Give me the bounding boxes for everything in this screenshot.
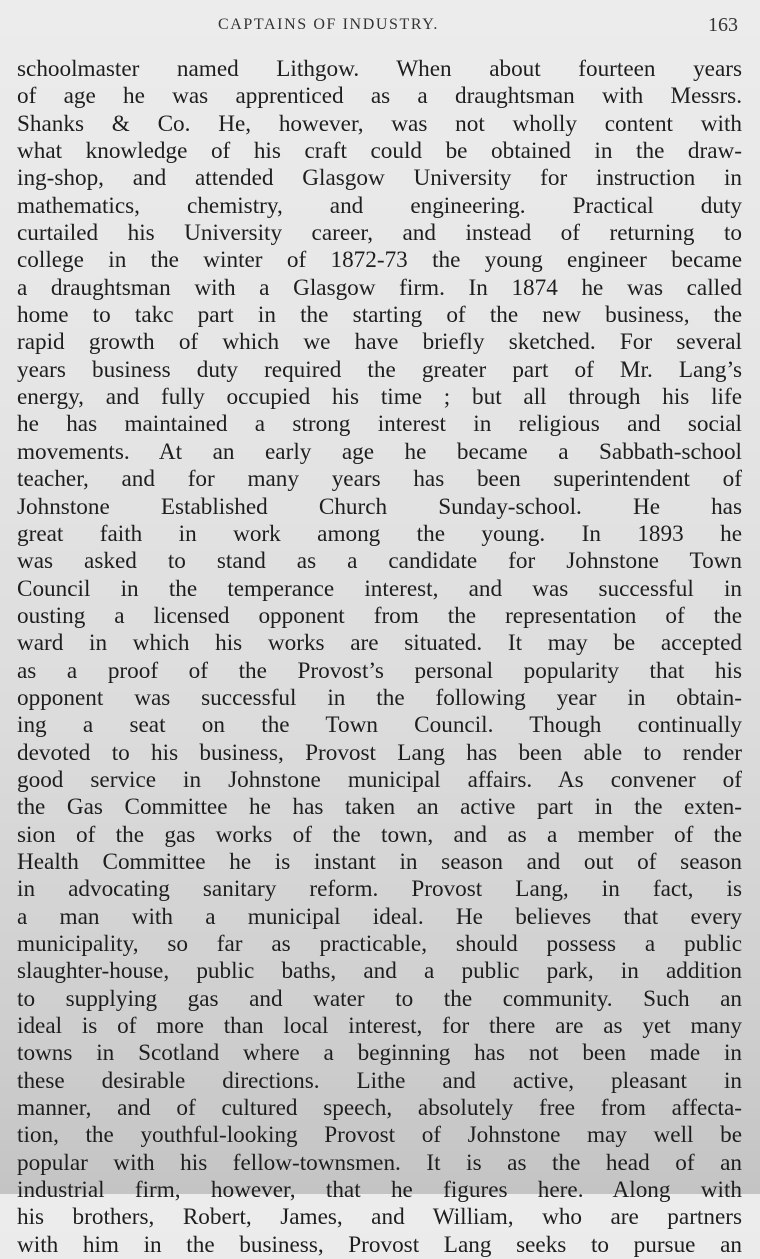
text-line: years business duty required the greater part of Mr. Lang’s — [17, 356, 742, 383]
text-line: ideal is of more than local interest, for there are as yet many — [17, 1013, 742, 1040]
text-line: schoolmaster named Lithgow. When about fourteen years — [17, 56, 742, 82]
text-line: home to takc part in the starting of the new business, the — [17, 302, 742, 329]
text-line: ing a seat on the Town Council. Though continually — [17, 712, 742, 739]
page-header — [0, 14, 760, 40]
text-line: mathematics, chemistry, and engineering. Practical duty — [17, 192, 742, 219]
text-line: a draughtsman with a Glasgow firm. In 1874 he was called — [17, 274, 742, 301]
text-line: as a proof of the Provost’s personal popularity that his — [17, 657, 742, 684]
text-line: ousting a licensed opponent from the representation of the — [17, 602, 742, 629]
text-line: teacher, and for many years has been superintendent of — [17, 466, 742, 493]
page-number: 163 — [708, 14, 738, 36]
text-line: college in the winter of 1872-73 the young engineer became — [17, 247, 742, 274]
text-line: manner, and of cultured speech, absolutely free from affecta- — [17, 1095, 742, 1122]
text-line: Council in the temperance interest, and was successful in — [17, 575, 742, 602]
text-line: these desirable directions. Lithe and active, pleasant in — [17, 1067, 742, 1094]
text-line: in advocating sanitary reform. Provost Lang, in fact, is — [17, 876, 742, 903]
text-line: to supplying gas and water to the community. Such an — [17, 985, 742, 1012]
text-line: his brothers, Robert, James, and William, who are partners — [17, 1204, 742, 1231]
text-line: rapid growth of which we have briefly sketched. For several — [17, 329, 742, 356]
text-line: ward in which his works are situated. It may be accepted — [17, 630, 742, 657]
text-line: what knowledge of his craft could be obtained in the draw- — [17, 138, 742, 165]
text-line: industrial firm, however, that he figures here. Along with — [17, 1177, 742, 1204]
text-line: slaughter-house, public baths, and a public park, in addition — [17, 958, 742, 985]
text-line: of age he was apprenticed as a draughtsman with Messrs. — [17, 83, 742, 110]
text-line: the Gas Committee he has taken an active part in the exten- — [17, 794, 742, 821]
running-title: CAPTAINS OF INDUSTRY. — [218, 16, 439, 33]
text-line: Shanks & Co. He, however, was not wholly content with — [17, 110, 742, 137]
text-line: ing-shop, and attended Glasgow University for instruction in — [17, 165, 742, 192]
text-line: municipality, so far as practicable, should possess a public — [17, 931, 742, 957]
body-text — [17, 56, 742, 1259]
text-line: Johnstone Established Church Sunday-school. He has — [17, 493, 742, 520]
text-line: Health Committee he is instant in season and out of season — [17, 848, 742, 875]
text-line: movements. At an early age he became a Sabbath-school — [17, 438, 742, 465]
text-line: towns in Scotland where a beginning has not been made in — [17, 1040, 742, 1067]
text-line: with him in the business, Provost Lang seeks to pursue an — [17, 1231, 742, 1258]
text-line: good service in Johnstone municipal affairs. As convener of — [17, 766, 742, 793]
text-line: was asked to stand as a candidate for Johnstone Town — [17, 548, 742, 575]
text-line: a man with a municipal ideal. He believes that every — [17, 903, 742, 930]
text-line: great faith in work among the young. In 1893 he — [17, 520, 742, 547]
text-line: curtailed his University career, and instead of returning to — [17, 220, 742, 247]
text-line: opponent was successful in the following year in obtain- — [17, 684, 742, 711]
text-line: devoted to his business, Provost Lang has been able to render — [17, 739, 742, 766]
text-line: he has maintained a strong interest in religious and social — [17, 411, 742, 438]
text-line: tion, the youthful-looking Provost of Johnstone may well be — [17, 1122, 742, 1149]
text-line: energy, and fully occupied his time ; but all through his life — [17, 384, 742, 411]
text-line: popular with his fellow-townsmen. It is as the head of an — [17, 1149, 742, 1176]
text-line: sion of the gas works of the town, and as a member of the — [17, 821, 742, 848]
